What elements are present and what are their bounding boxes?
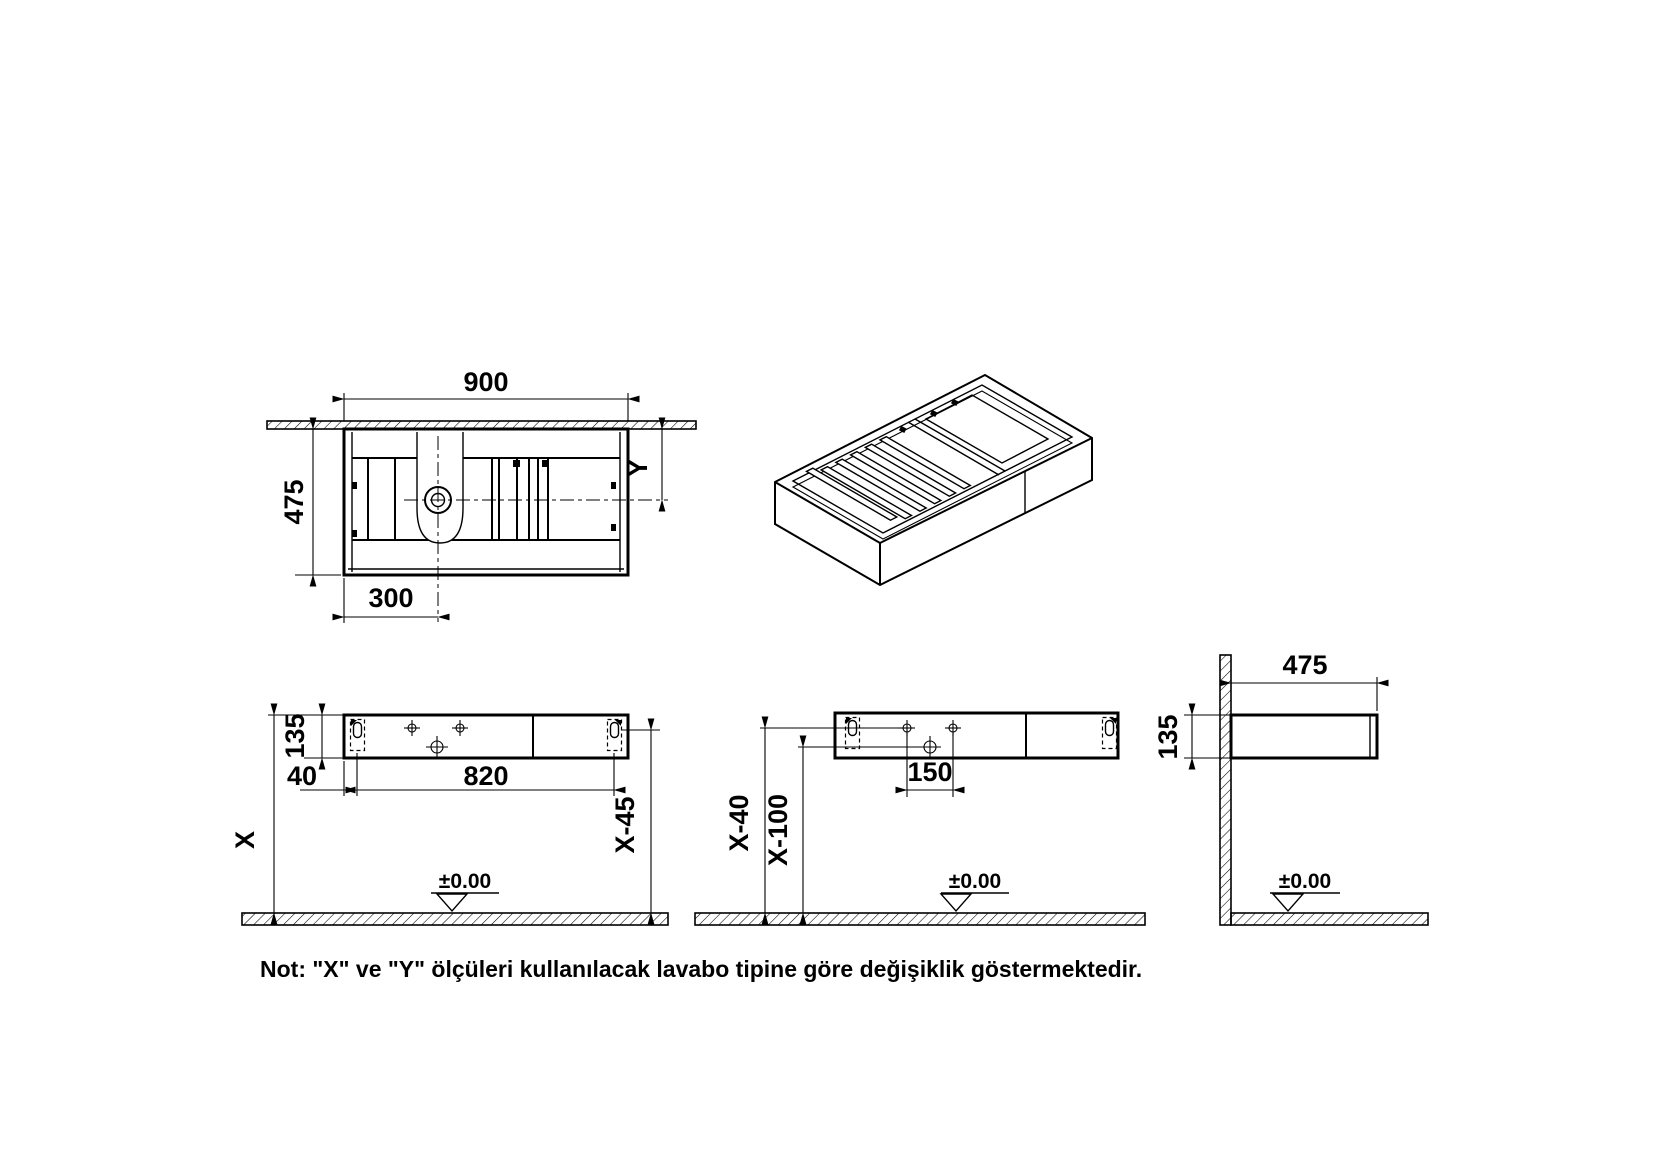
- floor-hatch-side: [1231, 913, 1428, 925]
- datum-level-side: ±0.00: [1278, 870, 1332, 893]
- drilling-view: [695, 713, 1145, 925]
- dim-x40: X-40: [724, 794, 754, 852]
- floor-hatch-drilling: [695, 913, 1145, 925]
- datum-symbol-side: [1270, 870, 1340, 911]
- datum-symbol-drilling: [941, 870, 1009, 911]
- isometric-view: [775, 375, 1092, 585]
- dim-faucet-offset: 300: [368, 583, 414, 613]
- dim-x100: X-100: [763, 793, 793, 867]
- dim-x45: X-45: [610, 796, 640, 854]
- side-view: [1153, 650, 1428, 925]
- dim-side-depth: 475: [1282, 650, 1328, 680]
- dim-y: Y: [623, 458, 653, 478]
- dim-150: 150: [907, 757, 953, 787]
- note-text: Not: "X" ve "Y" ölçüleri kullanılacak lavabo tipine göre değişiklik göstermektedir.: [260, 956, 1143, 982]
- dim-front-height: 135: [280, 713, 310, 759]
- cabinet-outline-drilling: [835, 713, 1118, 758]
- dim-side-height: 135: [1153, 714, 1183, 760]
- plan-view: [267, 367, 696, 623]
- cabinet-outline-plan: [344, 429, 628, 575]
- datum-level-drilling: ±0.00: [948, 870, 1002, 893]
- cabinet-outline-side: [1231, 715, 1377, 758]
- dim-top-width: 900: [463, 367, 509, 397]
- datum-symbol-front: [431, 870, 499, 911]
- floor-hatch-front: [242, 913, 668, 925]
- front-view: [230, 713, 668, 925]
- datum-level-front: ±0.00: [438, 870, 492, 893]
- wall-hatch-side: [1220, 655, 1231, 925]
- dim-top-depth: 475: [279, 479, 309, 525]
- dim-x: X: [230, 830, 260, 850]
- dim-bracket-offset: 40: [286, 761, 318, 791]
- cabinet-outline-front: [344, 715, 628, 758]
- dim-bracket-span: 820: [463, 761, 509, 791]
